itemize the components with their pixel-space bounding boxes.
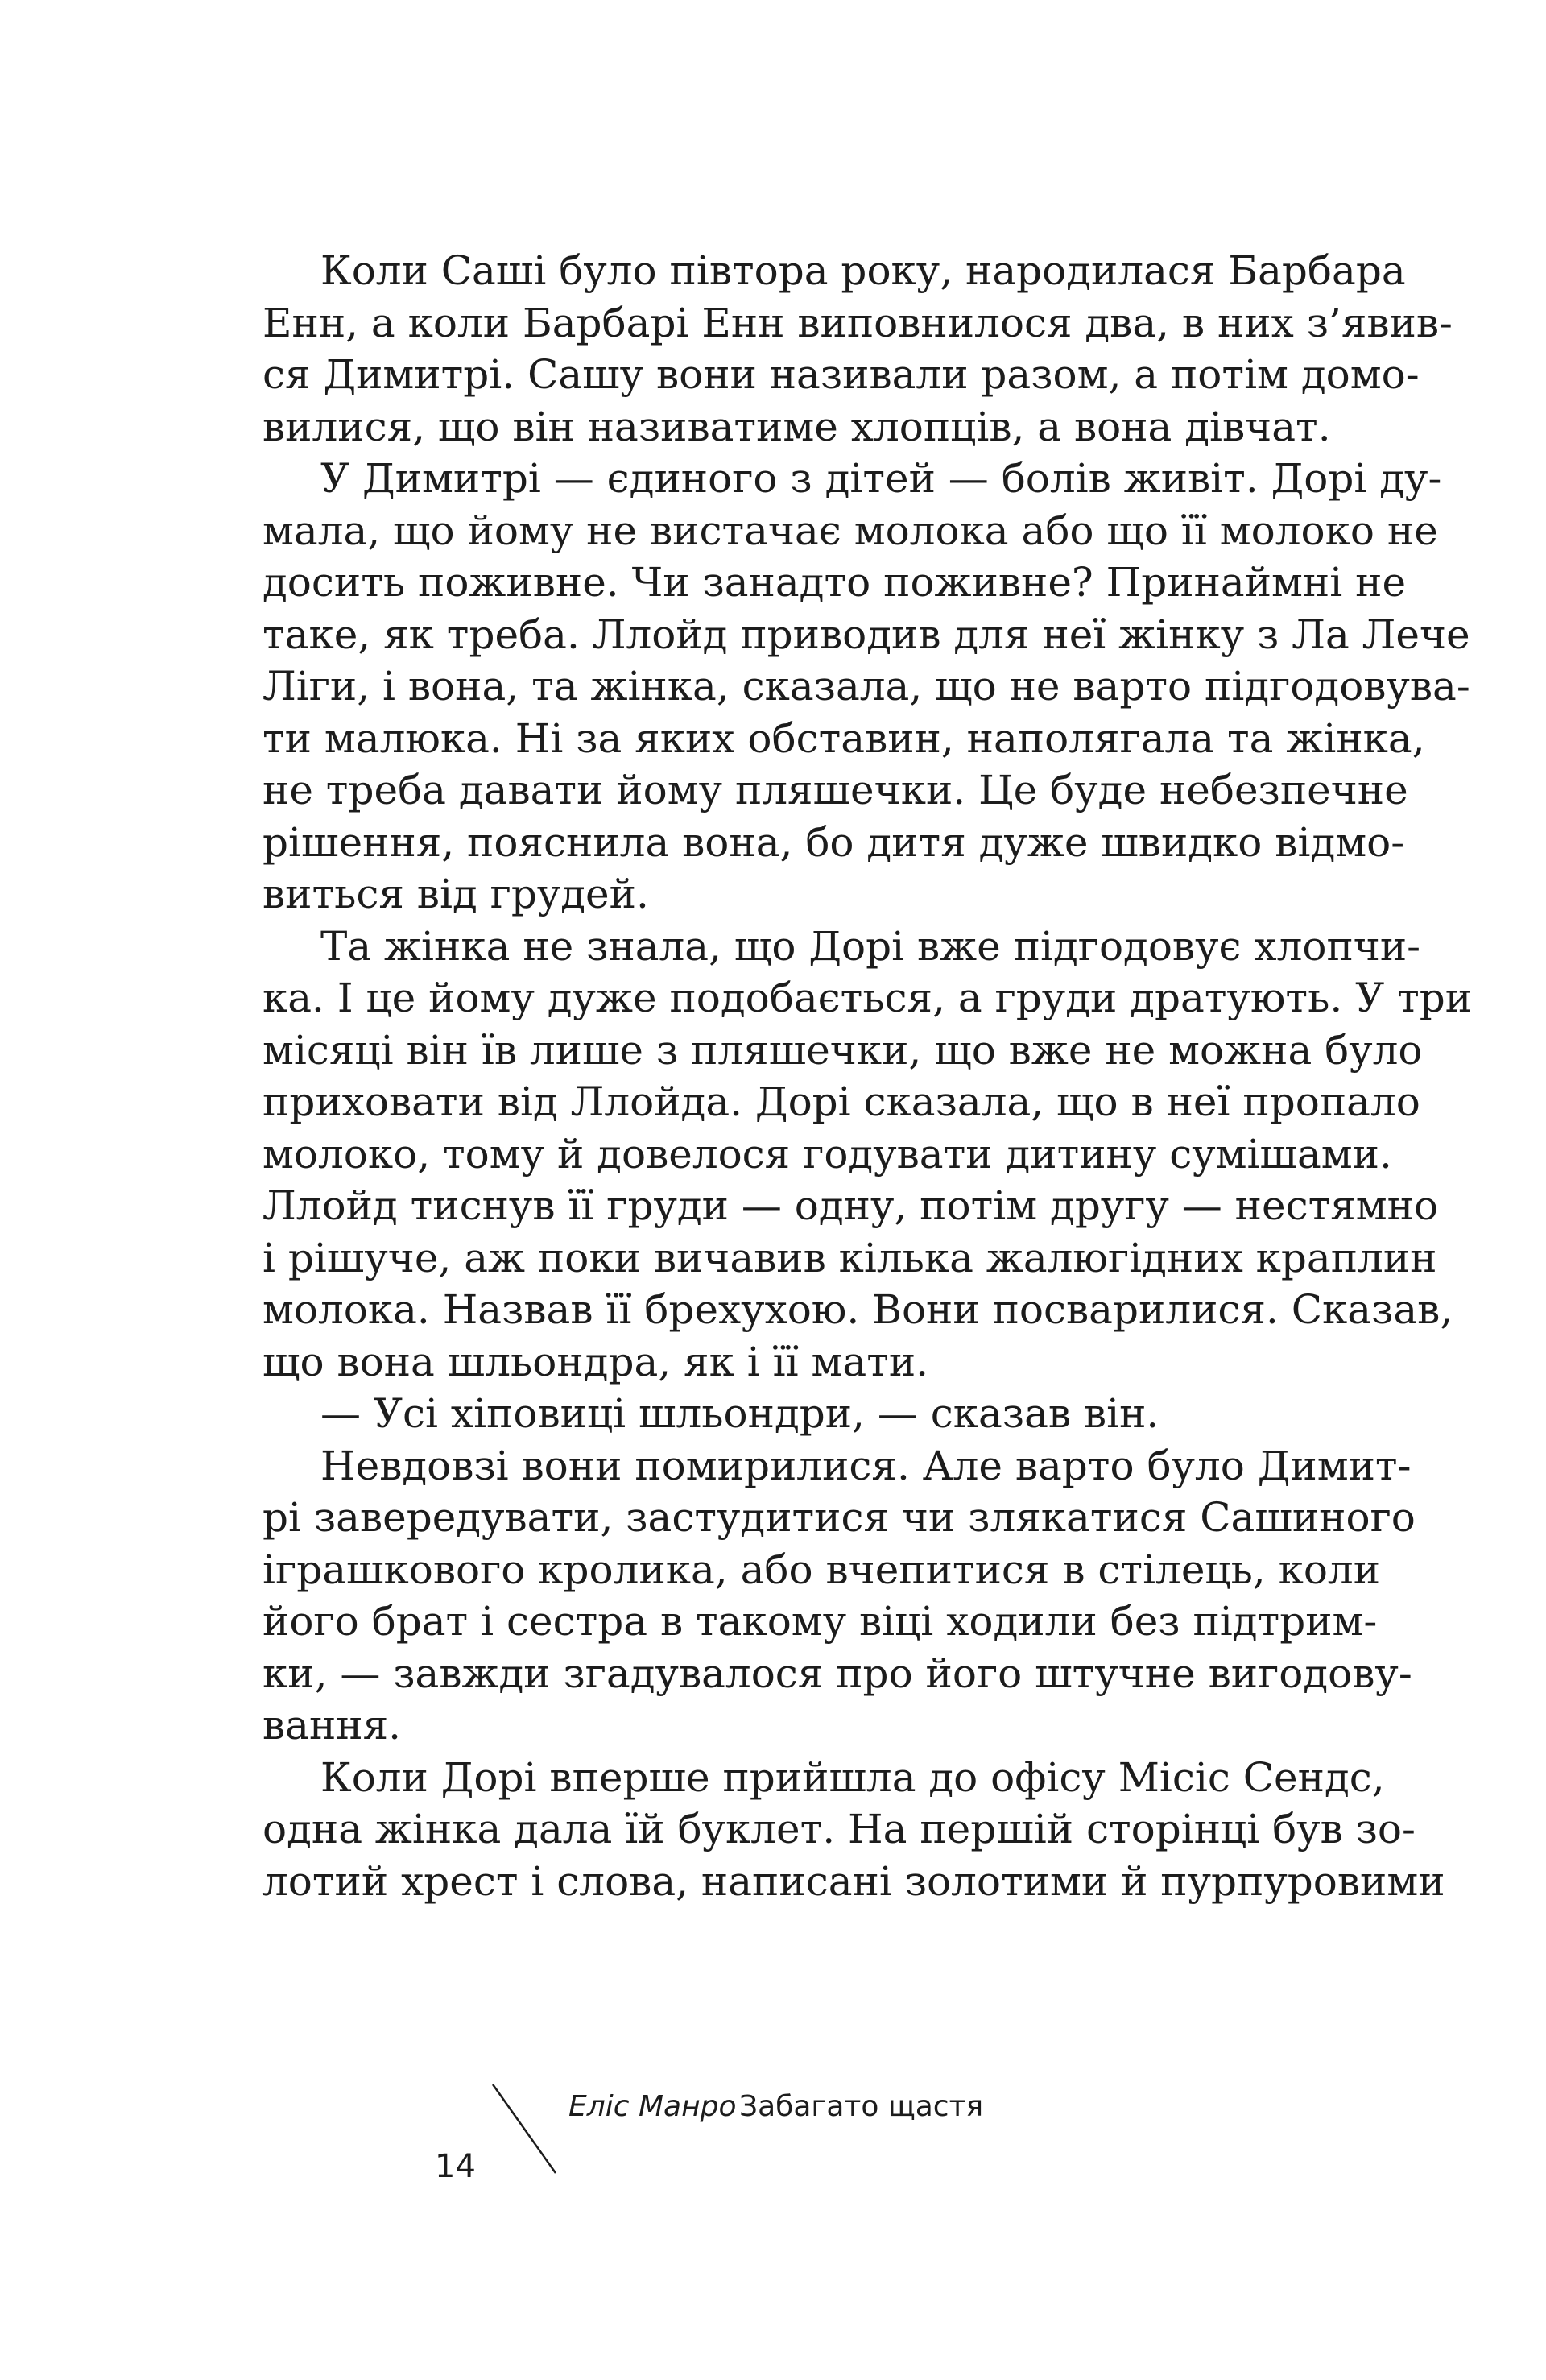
text-line: Коли Саші було півтора року, народилася Барбара	[320, 247, 1406, 294]
text-line: вання.	[262, 1702, 402, 1749]
text-line: Ллойд тиснув її груди — одну, потім другу — нестямно	[262, 1182, 1439, 1229]
text-line: ся Димитрі. Сашу вони називали разом, а потім домо-	[262, 351, 1420, 398]
text-line: досить поживне. Чи занадто поживне? Принаймні не	[262, 559, 1407, 606]
text-line: рі завередувати, застудитися чи злякатися Сашиного	[262, 1494, 1416, 1541]
text-line: не треба давати йому пляшечки. Це буде небезпечне	[262, 767, 1408, 813]
text-line: Енн, а коли Барбарі Енн виповнилося два, в них з’явив-	[262, 299, 1453, 346]
text-line: мала, що йому не вистачає молока або що її молоко не	[262, 507, 1438, 554]
text-line: місяці він їв лише з пляшечки, що вже не можна було	[262, 1026, 1423, 1074]
footer-author: Еліс Манро	[568, 2090, 737, 2123]
text-line: ка. І це йому дуже подобається, а груди дратують. У три	[262, 975, 1473, 1021]
body-text	[262, 245, 1473, 1907]
text-line: рішення, пояснила вона, бо дитя дуже швидко відмо-	[262, 818, 1405, 866]
text-line: У Димитрі — єдиного з дітей — болів живіт. Дорі ду-	[320, 455, 1442, 502]
page-number: 14	[435, 2148, 476, 2185]
footer-divider-line	[483, 2078, 564, 2183]
text-line: приховати від Ллойда. Дорі сказала, що в неї пропало	[262, 1078, 1420, 1125]
text-line: — Усі хіповиці шльондри, — сказав він.	[320, 1390, 1160, 1437]
text-line: молока. Назвав її брехухою. Вони посварилися. Сказав,	[262, 1286, 1453, 1333]
footer-book-title: Забагато щастя	[739, 2090, 984, 2123]
text-line: його брат і сестра в такому віці ходили без підтрим-	[262, 1598, 1378, 1645]
text-line: Коли Дорі вперше прийшла до офісу Місіс Сендс,	[320, 1753, 1385, 1801]
text-line: одна жінка дала їй буклет. На першій сторінці був зо-	[262, 1806, 1416, 1852]
text-line: вилися, що він називатиме хлопців, а вона дівчат.	[262, 403, 1331, 450]
text-line: виться від грудей.	[262, 871, 649, 917]
text-line: що вона шльондра, як і її мати.	[262, 1338, 929, 1385]
text-line: Ліги, і вона, та жінка, сказала, що не варто підгодовува-	[262, 663, 1470, 710]
text-line: Та жінка не знала, що Дорі вже підгодовує хлопчи-	[320, 922, 1421, 970]
text-line: молоко, тому й довелося годувати дитину сумішами.	[262, 1130, 1392, 1178]
text-line: іграшкового кролика, або вчепитися в стілець, коли	[262, 1546, 1381, 1593]
text-line: ки, — завжди згадувалося про його штучне вигодову-	[262, 1649, 1412, 1697]
text-line: таке, як треба. Ллойд приводив для неї жінку з Ла Лече	[262, 611, 1470, 658]
text-line: ти малюка. Ні за яких обставин, наполягала та жінка,	[262, 714, 1425, 762]
text-line: лотий хрест і слова, написані золотими й пурпуровими	[262, 1857, 1445, 1905]
text-line: і рішуче, аж поки вичавив кілька жалюгідних краплин	[262, 1234, 1437, 1281]
text-line: Невдовзі вони помирилися. Але варто було Димит-	[320, 1442, 1412, 1489]
